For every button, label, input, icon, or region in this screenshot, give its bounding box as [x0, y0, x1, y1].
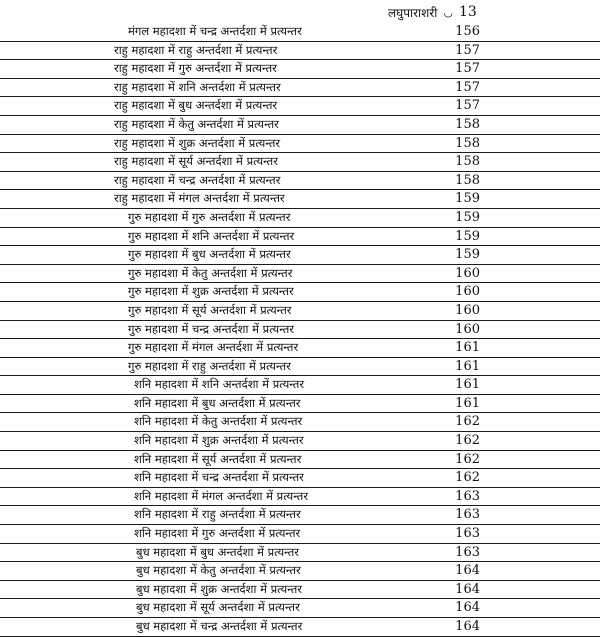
- toc-entry-text: गुरु महादशा में सूर्य अन्तर्दशा में प्रत्यन्तर: [128, 302, 292, 317]
- toc-entry-text: राहु महादशा में शुक्र अन्तर्दशा में प्रत्यन्तर: [114, 135, 281, 150]
- toc-entry-text: गुरु महादशा में चन्द्र अन्तर्दशा में प्रत्यन्तर: [128, 321, 295, 336]
- toc-row: [0, 506, 600, 525]
- toc-entry-text: गुरु महादशा में शनि अन्तर्दशा में प्रत्यन्तर: [128, 228, 295, 243]
- toc-page-number: 163: [455, 544, 480, 560]
- toc-page-number: 159: [455, 191, 480, 207]
- toc-page-number: 162: [455, 414, 480, 430]
- toc-page-number: 164: [455, 581, 480, 597]
- toc-row: [0, 97, 600, 116]
- toc-page-number: 164: [455, 563, 480, 579]
- toc-page-number: 159: [455, 247, 480, 263]
- toc-row: [0, 488, 600, 507]
- toc-page-number: 158: [455, 172, 480, 188]
- toc-row: [0, 339, 600, 358]
- toc-page-number: 163: [455, 488, 480, 504]
- toc-page-number: 158: [455, 116, 480, 132]
- toc-entry-text: राहु महादशा में बुध अन्तर्दशा में प्रत्यन्तर: [114, 98, 278, 113]
- toc-entry-text: राहु महादशा में चन्द्र अन्तर्दशा में प्रत्यन्तर: [114, 172, 281, 187]
- toc-page-number: 162: [455, 433, 480, 449]
- toc-row: [0, 42, 600, 61]
- toc-row: [0, 209, 600, 228]
- toc-entry-text: शनि महादशा में सूर्य अन्तर्दशा में प्रत्यन्तर: [134, 451, 302, 466]
- separator-glyph-icon: ◡: [443, 5, 453, 19]
- toc-entry-text: बुध महादशा में केतु अन्तर्दशा में प्रत्यन्तर: [136, 563, 301, 578]
- toc-row: [0, 79, 600, 98]
- toc-row: [0, 265, 600, 284]
- toc-entry-text: शनि महादशा में मंगल अन्तर्दशा में प्रत्यन्तर: [134, 488, 309, 503]
- toc-page-number: 157: [455, 61, 480, 77]
- toc-entry-text: बुध महादशा में चन्द्र अन्तर्दशा में प्रत्यन्तर: [136, 619, 303, 633]
- toc-row: [0, 228, 600, 247]
- toc-page-number: 159: [455, 209, 480, 225]
- toc-page-number: 162: [455, 470, 480, 486]
- toc-row: [0, 23, 600, 42]
- toc-row: [0, 135, 600, 154]
- toc-entry-text: मंगल महादशा में चन्द्र अन्तर्दशा में प्रत्यन्तर: [128, 24, 302, 38]
- toc-row: [0, 246, 600, 265]
- toc-row: [0, 153, 600, 172]
- toc-entry-text: राहु महादशा में मंगल अन्तर्दशा में प्रत्यन्तर: [114, 191, 285, 206]
- toc-row: [0, 432, 600, 451]
- toc-page-number: 162: [455, 451, 480, 467]
- toc-entry-text: गुरु महादशा में शुक्र अन्तर्दशा में प्रत्यन्तर: [128, 284, 294, 299]
- toc-page-number: 157: [455, 42, 480, 58]
- page-number: 13: [458, 4, 477, 20]
- toc-page-number: 157: [455, 79, 480, 95]
- toc-page-number: 161: [455, 377, 480, 393]
- toc-page-number: 158: [455, 135, 480, 151]
- toc-entry-text: राहु महादशा में सूर्य अन्तर्दशा में प्रत्यन्तर: [114, 154, 278, 169]
- toc-row: [0, 395, 600, 414]
- toc-row: [0, 544, 600, 563]
- toc-page-number: 160: [455, 265, 480, 281]
- toc-row: [0, 190, 600, 209]
- toc-entry-text: बुध महादशा में सूर्य अन्तर्दशा में प्रत्यन्तर: [136, 600, 300, 615]
- toc-entry-text: शनि महादशा में बुध अन्तर्दशा में प्रत्यन्तर: [134, 395, 301, 410]
- toc-page-number: 163: [455, 507, 480, 523]
- toc-entry-text: बुध महादशा में शुक्र अन्तर्दशा में प्रत्यन्तर: [136, 581, 302, 596]
- running-head: [388, 2, 593, 22]
- toc-row: [0, 60, 600, 79]
- toc-page-number: 158: [455, 154, 480, 170]
- toc-entry-text: शनि महादशा में शुक्र अन्तर्दशा में प्रत्यन्तर: [134, 433, 304, 448]
- toc-entry-text: राहु महादशा में शनि अन्तर्दशा में प्रत्यन्तर: [114, 79, 281, 94]
- toc-row: [0, 525, 600, 544]
- toc-row: [0, 302, 600, 321]
- toc-entry-text: शनि महादशा में गुरु अन्तर्दशा में प्रत्यन्तर: [134, 526, 301, 541]
- running-title: लघुपाराशरी: [388, 5, 438, 20]
- table-of-contents: [0, 23, 600, 637]
- toc-page-number: 164: [455, 600, 480, 616]
- toc-entry-text: गुरु महादशा में केतु अन्तर्दशा में प्रत्यन्तर: [128, 265, 293, 280]
- toc-entry-text: राहु महादशा में केतु अन्तर्दशा में प्रत्यन्तर: [114, 116, 279, 131]
- toc-entry-text: गुरु महादशा में गुरु अन्तर्दशा में प्रत्यन्तर: [128, 209, 291, 224]
- toc-page-number: 161: [455, 340, 480, 356]
- toc-entry-text: राहु महादशा में राहु अन्तर्दशा में प्रत्यन्तर: [114, 42, 278, 57]
- toc-row: [0, 599, 600, 618]
- toc-page-number: 163: [455, 526, 480, 542]
- toc-row: [0, 116, 600, 135]
- toc-row: [0, 618, 600, 637]
- toc-entry-text: गुरु महादशा में मंगल अन्तर्दशा में प्रत्यन्तर: [128, 340, 299, 355]
- toc-page-number: 161: [455, 395, 480, 411]
- toc-page-number: 159: [455, 228, 480, 244]
- toc-page-number: 156: [455, 24, 480, 39]
- toc-row: [0, 469, 600, 488]
- toc-entry-text: शनि महादशा में शनि अन्तर्दशा में प्रत्यन्तर: [134, 377, 305, 392]
- toc-entry-text: गुरु महादशा में राहु अन्तर्दशा में प्रत्यन्तर: [128, 358, 291, 373]
- toc-row: [0, 321, 600, 340]
- toc-row: [0, 451, 600, 470]
- toc-row: [0, 562, 600, 581]
- toc-row: [0, 172, 600, 191]
- toc-entry-text: बुध महादशा में बुध अन्तर्दशा में प्रत्यन्तर: [136, 544, 299, 559]
- toc-row: [0, 283, 600, 302]
- toc-entry-text: शनि महादशा में केतु अन्तर्दशा में प्रत्यन्तर: [134, 414, 303, 429]
- toc-row: [0, 358, 600, 377]
- toc-entry-text: शनि महादशा में राहु अन्तर्दशा में प्रत्यन्तर: [134, 507, 301, 522]
- toc-row: [0, 376, 600, 395]
- toc-entry-text: राहु महादशा में गुरु अन्तर्दशा में प्रत्यन्तर: [114, 61, 277, 76]
- toc-entry-text: शनि महादशा में चन्द्र अन्तर्दशा में प्रत्यन्तर: [134, 470, 304, 485]
- toc-page-number: 164: [455, 619, 480, 634]
- toc-page-number: 160: [455, 302, 480, 318]
- toc-row: [0, 413, 600, 432]
- toc-entry-text: गुरु महादशा में बुध अन्तर्दशा में प्रत्यन्तर: [128, 247, 291, 262]
- toc-row: [0, 581, 600, 600]
- toc-page-number: 160: [455, 321, 480, 337]
- toc-page-number: 161: [455, 358, 480, 374]
- toc-page-number: 157: [455, 98, 480, 114]
- toc-page-number: 160: [455, 284, 480, 300]
